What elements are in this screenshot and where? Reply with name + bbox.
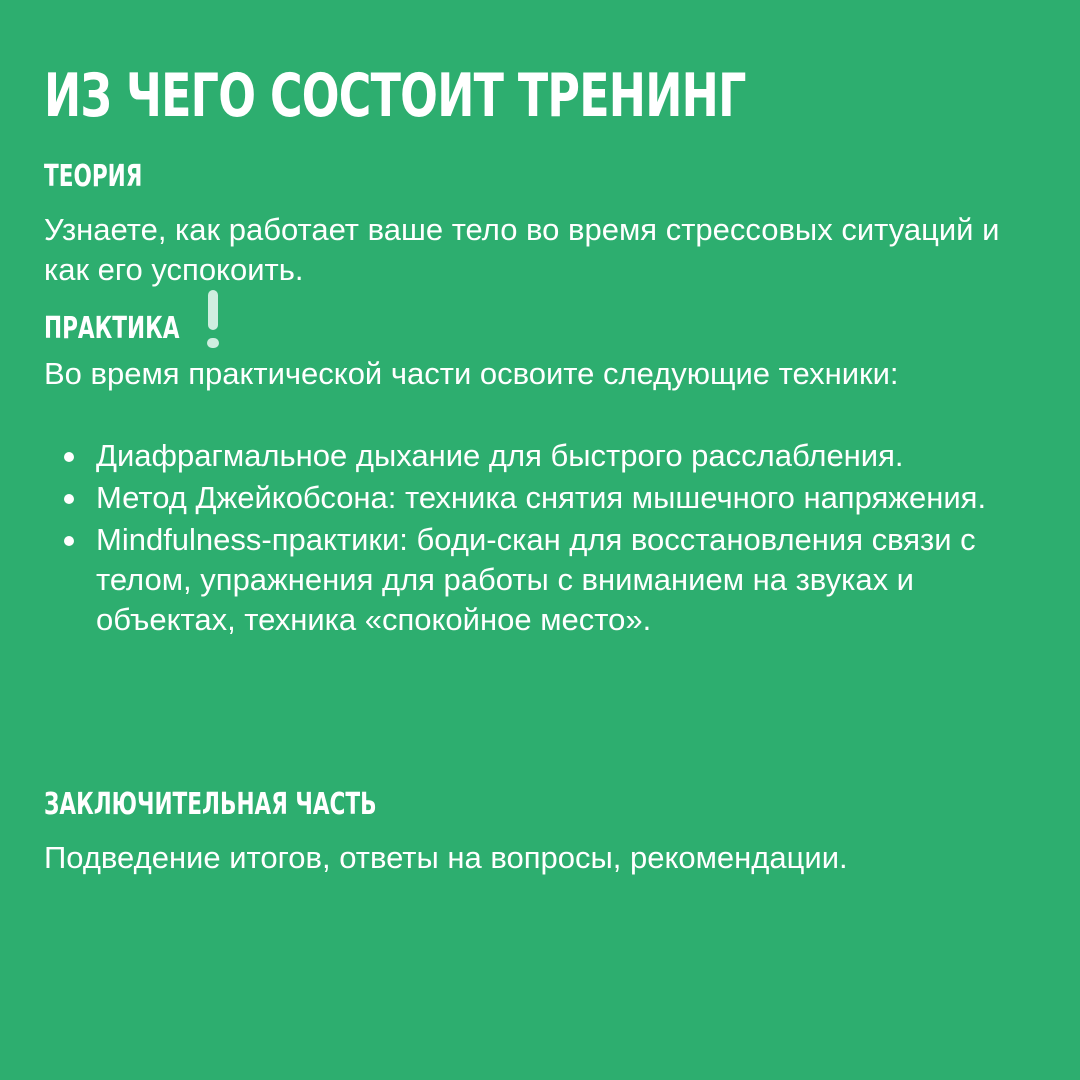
- list-item-text: Метод Джейкобсона: техника снятия мышечного напряжения.: [96, 480, 987, 515]
- exclamation-icon: [205, 290, 221, 352]
- list-item-text: Диафрагмальное дыхание для быстрого расслабления.: [96, 438, 904, 473]
- list-item: [96, 478, 1056, 518]
- list-item: [96, 520, 1056, 640]
- practice-text: Во время практической части освоите следующие техники:: [44, 356, 899, 391]
- list-item-text: Mindfulness-практики: боди-скан для восстановления связи с телом, упражнения для работы с вниманием на звуках и объектах, техника «спокойное место».: [96, 522, 976, 637]
- practice-heading: ПРАКТИКА: [44, 311, 180, 346]
- exclamation-icon-dot: [207, 338, 219, 348]
- exclamation-icon-bar: [208, 290, 218, 330]
- list-item: [96, 436, 1056, 476]
- theory-heading: ТЕОРИЯ: [44, 159, 143, 194]
- conclusion-text: Подведение итогов, ответы на вопросы, рекомендации.: [44, 840, 848, 875]
- practice-techniques-list: [96, 436, 1056, 642]
- theory-text: Узнаете, как работает ваше тело во время стрессовых ситуаций и как его успокоить.: [44, 212, 1000, 287]
- page-title: ИЗ ЧЕГО СОСТОИТ ТРЕНИНГ: [44, 61, 746, 131]
- bullet-icon: [64, 494, 74, 504]
- bullet-icon: [64, 536, 74, 546]
- bullet-icon: [64, 452, 74, 462]
- conclusion-heading: ЗАКЛЮЧИТЕЛЬНАЯ ЧАСТЬ: [44, 787, 377, 822]
